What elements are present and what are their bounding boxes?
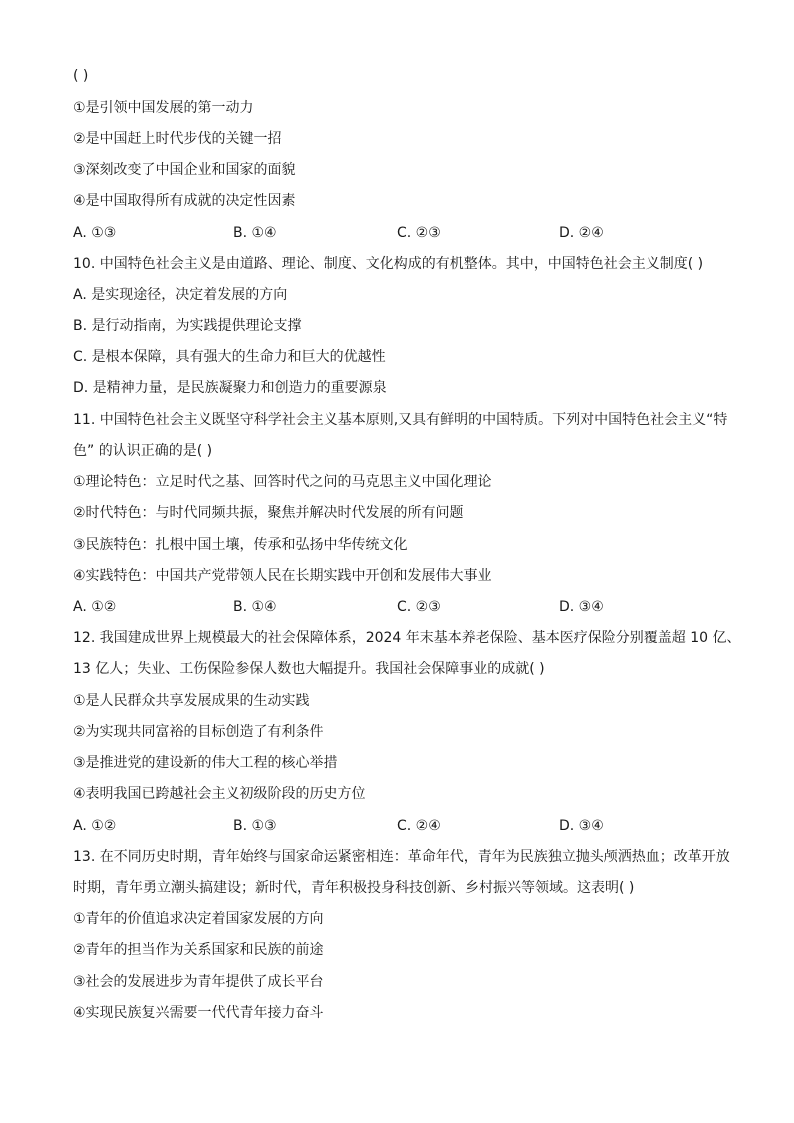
q10-option-a: A. 是实现途径，决定着发展的方向: [73, 287, 288, 303]
q11-item-3: ③民族特色：扎根中国土壤，传承和弘扬中华传统文化: [73, 537, 408, 553]
q12-option-c: C. ②④: [397, 818, 441, 834]
q11-item-4: ④实践特色：中国共产党带领人民在长期实践中开创和发展伟大事业: [73, 568, 492, 584]
q9-option-a: A. ①③: [73, 225, 117, 241]
q12-stem-line-2: 13 亿人；失业、工伤保险参保人数也大幅提升。我国社会保障事业的成就( ): [73, 661, 545, 677]
q13-stem-line-1: 13. 在不同历史时期，青年始终与国家命运紧密相连：革命年代，青年为民族独立抛头颅洒热血；改革开放: [73, 849, 730, 865]
q12-item-1: ①是人民群众共享发展成果的生动实践: [73, 693, 310, 709]
q9-option-d: D. ②④: [559, 225, 604, 241]
q12-option-d: D. ③④: [559, 818, 604, 834]
q12-option-a: A. ①②: [73, 818, 117, 834]
q9-item-4: ④是中国取得所有成就的决定性因素: [73, 193, 296, 209]
q10-stem: 10. 中国特色社会主义是由道路、理论、制度、文化构成的有机整体。其中，中国特色社会主义制度( ): [73, 256, 704, 272]
q13-item-3: ③社会的发展进步为青年提供了成长平台: [73, 974, 324, 990]
q11-options: [73, 598, 733, 616]
q11-option-c: C. ②③: [397, 599, 441, 615]
q9-options: [73, 224, 733, 242]
q9-item-1: ①是引领中国发展的第一动力: [73, 100, 254, 116]
q12-options: [73, 817, 733, 835]
q13-item-4: ④实现民族复兴需要一代代青年接力奋斗: [73, 1005, 324, 1021]
q11-item-1: ①理论特色：立足时代之基、回答时代之问的马克思主义中国化理论: [73, 474, 492, 490]
q10-option-d: D. 是精神力量，是民族凝聚力和创造力的重要源泉: [73, 380, 387, 396]
q10-option-b: B. 是行动指南，为实践提供理论支撑: [73, 318, 302, 334]
q13-item-2: ②青年的担当作为关系国家和民族的前途: [73, 942, 324, 958]
q12-stem-line-1: 12. 我国建成世界上规模最大的社会保障体系，2024 年末基本养老保险、基本医疗保险分别覆盖超 10 亿、: [73, 630, 741, 646]
q10-option-c: C. 是根本保障，具有强大的生命力和巨大的优越性: [73, 349, 386, 365]
q11-option-d: D. ③④: [559, 599, 604, 615]
q11-item-2: ②时代特色：与时代同频共振，聚焦并解决时代发展的所有问题: [73, 505, 464, 521]
q11-stem-line-1: 11. 中国特色社会主义既坚守科学社会主义基本原则,又具有鲜明的中国特质。下列对中国特色社会主义“特: [73, 412, 728, 428]
q9-option-c: C. ②③: [397, 225, 441, 241]
q12-item-2: ②为实现共同富裕的目标创造了有利条件: [73, 724, 324, 740]
q12-item-4: ④表明我国已跨越社会主义初级阶段的历史方位: [73, 786, 366, 802]
q9-answer-bracket: ( ): [73, 68, 89, 84]
q13-stem-line-2: 时期，青年勇立潮头搞建设；新时代，青年积极投身科技创新、乡村振兴等领域。这表明( ): [73, 880, 635, 896]
q11-option-b: B. ①④: [233, 599, 277, 615]
q9-item-3: ③深刻改变了中国企业和国家的面貌: [73, 162, 296, 178]
q12-option-b: B. ①③: [233, 818, 277, 834]
q11-stem-line-2: 色” 的认识正确的是( ): [73, 443, 213, 459]
q9-item-2: ②是中国赶上时代步伐的关键一招: [73, 131, 282, 147]
q9-option-b: B. ①④: [233, 225, 277, 241]
q13-item-1: ①青年的价值追求决定着国家发展的方向: [73, 911, 324, 927]
q11-option-a: A. ①②: [73, 599, 117, 615]
q12-item-3: ③是推进党的建设新的伟大工程的核心举措: [73, 755, 338, 771]
